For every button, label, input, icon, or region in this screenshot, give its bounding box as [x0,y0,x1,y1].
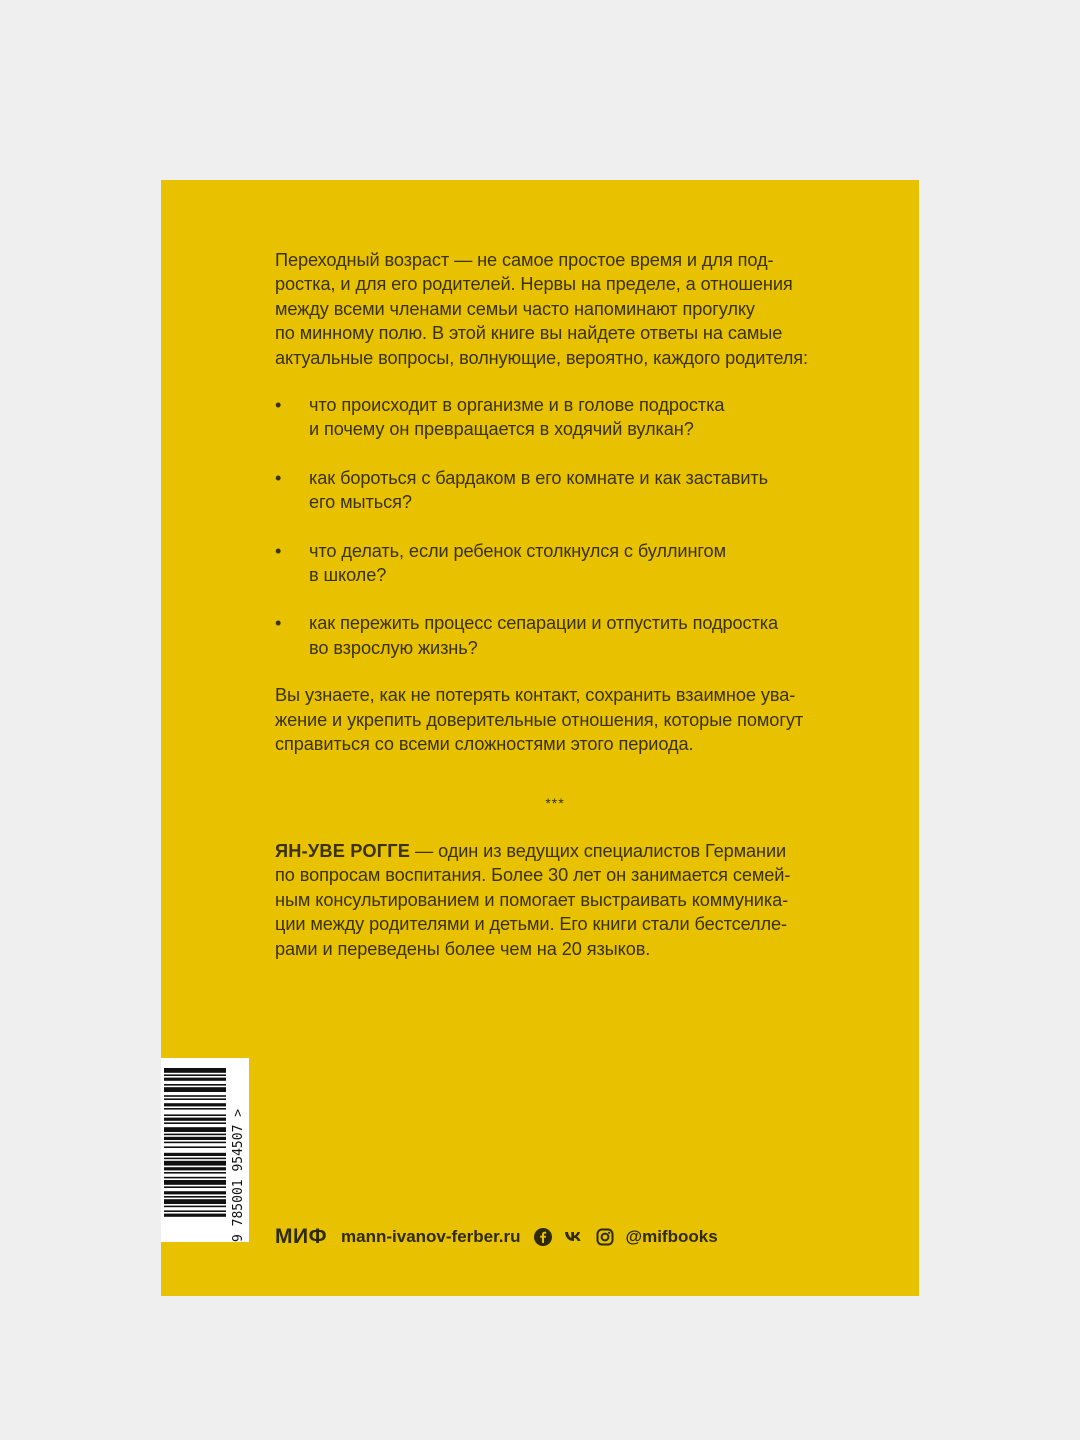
author-name: ЯН-УВЕ РОГГЕ [275,840,411,861]
list-item-line: его мыться? [309,492,412,513]
barcode-bar [164,1087,226,1092]
barcode-bar [164,1134,226,1136]
barcode-bar [164,1095,226,1097]
list-item [275,611,835,660]
question-list [275,393,835,660]
author-bio-line: ции между родителями и детьми. Его книги стали бестселле- [275,914,788,935]
barcode-bar [164,1191,226,1194]
bullet-marker: • [275,540,282,561]
section-separator: *** [545,794,565,811]
barcode-bar [164,1172,226,1174]
author-bio-text: — один из ведущих специалистов Германии [410,840,787,861]
barcode-bar [164,1108,226,1110]
barcode-bar [164,1068,226,1073]
barcode-bar [164,1142,226,1144]
list-item [275,393,835,442]
barcode-bar [164,1137,226,1140]
barcode-bar [164,1214,226,1217]
barcode-bar [164,1078,226,1081]
barcode-bars [161,1058,231,1242]
list-item-line: в школе? [309,565,387,586]
barcode-bar [164,1210,226,1212]
barcode-bar [164,1084,226,1086]
list-item-line: что делать, если ребенок столкнулся с буллингом [309,540,726,561]
barcode-bar [164,1153,226,1156]
barcode-bar [164,1167,226,1170]
outro-line: жение и укрепить доверительные отношения, которые помогут [275,709,804,730]
publisher-logo: МИФ [275,1225,328,1248]
list-item [275,466,835,515]
barcode-bar [164,1180,226,1185]
barcode-bar [164,1158,226,1160]
publisher-footer [275,1225,718,1249]
instagram-icon[interactable] [595,1227,615,1247]
barcode-bar [164,1074,226,1076]
intro-line: по минному полю. В этой книге вы найдете ответы на самые [275,323,783,344]
cover-text [275,248,835,961]
intro-line: Переходный возраст — не самое простое время и для под- [275,250,774,270]
barcode-bar [164,1122,226,1124]
vk-icon[interactable] [564,1227,584,1247]
intro-line: между всеми членами семьи часто напоминают прогулку [275,298,755,319]
barcode-bar [164,1118,226,1121]
barcode-bar [164,1114,226,1116]
barcode-bar [164,1146,226,1148]
social-handle[interactable]: @mifbooks [625,1227,718,1246]
list-item-line: во взрослую жизнь? [309,637,478,658]
list-item [275,539,835,588]
barcode-digits: 9 785001 954507 > [231,1108,246,1242]
bullet-marker: • [275,613,282,634]
barcode-bar [164,1161,226,1166]
barcode-bar [164,1103,226,1106]
barcode-bar [164,1098,226,1100]
barcode-bar [164,1127,226,1132]
barcode-bar [164,1177,226,1179]
barcode-bar [164,1206,226,1208]
author-bio-line: рами и переведены более чем на 20 языков. [275,938,651,959]
intro-paragraph [275,248,835,370]
facebook-icon[interactable] [533,1227,553,1247]
website-link[interactable]: mann-ivanov-ferber.ru [341,1227,521,1246]
barcode [161,1058,249,1242]
list-item-line: как пережить процесс сепарации и отпустить подростка [309,613,779,634]
outro-paragraph [275,683,835,756]
author-bio-line: ным консультированием и помогает выстраивать коммуника- [275,889,789,910]
barcode-bar [164,1196,226,1198]
list-item-line: как бороться с бардаком в его комнате и как заставить [309,467,769,488]
author-bio [275,839,835,961]
intro-line: актуальные вопросы, волнующие, вероятно, каждого родителя: [275,347,808,368]
list-item-line: что происходит в организме и в голове подростка [309,395,725,416]
list-item-line: и почему он превращается в ходячий вулкан? [309,419,694,440]
bullet-marker: • [275,467,282,488]
author-bio-first-line [275,839,835,863]
author-bio-line: по вопросам воспитания. Более 30 лет он занимается семей- [275,865,791,886]
barcode-bar [164,1199,226,1204]
outro-line: справиться со всеми сложностями этого периода. [275,734,694,755]
bullet-marker: • [275,395,282,416]
book-back-cover [161,180,919,1296]
intro-line: ростка, и для его родителей. Нервы на пределе, а отношения [275,274,793,295]
outro-line: Вы узнаете, как не потерять контакт, сохранить взаимное ува- [275,685,796,706]
barcode-bar [164,1186,226,1188]
